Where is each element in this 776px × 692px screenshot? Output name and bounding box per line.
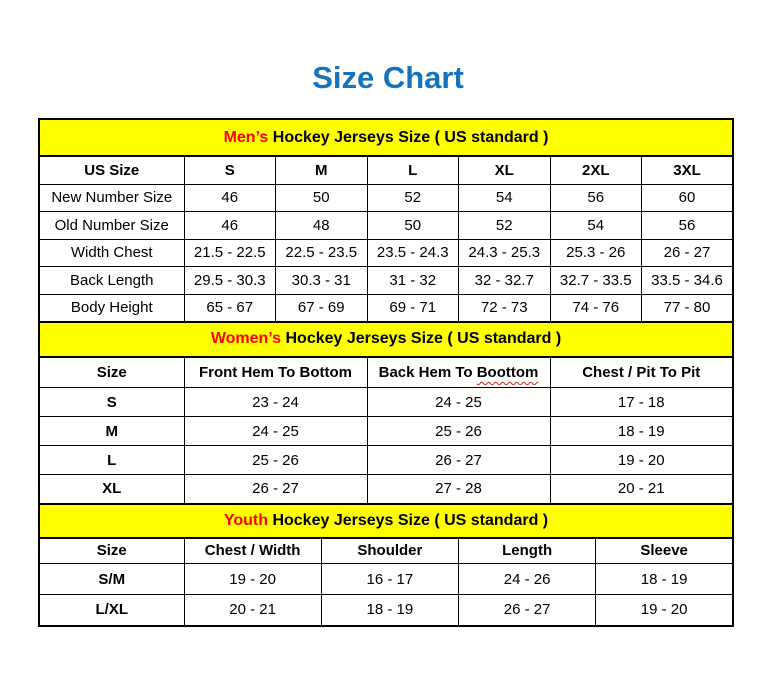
column-header: Chest / Pit To Pit	[550, 357, 733, 388]
table-row	[39, 239, 733, 267]
table-cell: 26 - 27	[367, 446, 550, 475]
row-label: M	[39, 417, 184, 446]
table-row	[39, 267, 733, 295]
table-cell: 27 - 28	[367, 475, 550, 504]
row-label: New Number Size	[39, 184, 184, 212]
column-header: S	[184, 156, 276, 184]
table-cell: 17 - 18	[550, 388, 733, 417]
table-row	[39, 475, 733, 504]
column-header: Size	[39, 538, 184, 564]
mens-banner-highlight: Men’s	[223, 128, 269, 146]
table-row	[39, 417, 733, 446]
table-cell: 46	[184, 212, 276, 240]
row-label: Back Length	[39, 267, 184, 295]
table-cell: 46	[184, 184, 276, 212]
table-row	[39, 294, 733, 322]
womens-header-row	[39, 357, 733, 388]
table-cell: 24 - 25	[184, 417, 367, 446]
table-cell: 26 - 27	[184, 475, 367, 504]
column-header: XL	[459, 156, 551, 184]
column-header: Size	[39, 357, 184, 388]
row-label: L	[39, 446, 184, 475]
table-cell: 50	[276, 184, 368, 212]
column-header: Sleeve	[596, 538, 733, 564]
table-row	[39, 595, 733, 626]
row-label: S/M	[39, 564, 184, 595]
table-cell: 67 - 69	[276, 294, 368, 322]
table-cell: 19 - 20	[596, 595, 733, 626]
mens-banner-row	[39, 119, 733, 156]
table-cell: 16 - 17	[321, 564, 458, 595]
table-cell: 18 - 19	[596, 564, 733, 595]
column-header-text: Back Hem To	[378, 363, 477, 381]
column-header: Length	[459, 538, 596, 564]
table-cell: 18 - 19	[321, 595, 458, 626]
table-cell: 31 - 32	[367, 267, 459, 295]
mens-header-row	[39, 156, 733, 184]
table-cell: 77 - 80	[642, 294, 734, 322]
table-cell: 26 - 27	[642, 239, 734, 267]
youth-banner	[39, 504, 733, 538]
table-cell: 25.3 - 26	[550, 239, 642, 267]
table-row	[39, 212, 733, 240]
mens-size-table	[38, 118, 734, 323]
table-cell: 32.7 - 33.5	[550, 267, 642, 295]
column-header: L	[367, 156, 459, 184]
table-cell: 72 - 73	[459, 294, 551, 322]
table-cell: 24.3 - 25.3	[459, 239, 551, 267]
row-label: Body Height	[39, 294, 184, 322]
column-header: M	[276, 156, 368, 184]
table-row	[39, 388, 733, 417]
table-cell: 18 - 19	[550, 417, 733, 446]
row-label: Width Chest	[39, 239, 184, 267]
table-cell: 56	[550, 184, 642, 212]
table-cell: 52	[367, 184, 459, 212]
page-title: Size Chart	[312, 60, 464, 95]
table-cell: 23.5 - 24.3	[367, 239, 459, 267]
mens-banner	[39, 119, 733, 156]
womens-banner-highlight: Women’s	[210, 330, 282, 347]
youth-header-row	[39, 538, 733, 564]
column-header: US Size	[39, 156, 184, 184]
womens-banner-text: Hockey Jerseys Size ( US standard )	[281, 330, 562, 347]
table-row	[39, 446, 733, 475]
table-cell: 20 - 21	[184, 595, 321, 626]
table-cell: 69 - 71	[367, 294, 459, 322]
mens-banner-text: Hockey Jerseys Size ( US standard )	[268, 128, 549, 146]
youth-size-table	[38, 503, 734, 627]
table-cell: 50	[367, 212, 459, 240]
column-header: Chest / Width	[184, 538, 321, 564]
table-cell: 24 - 26	[459, 564, 596, 595]
column-header: 3XL	[642, 156, 734, 184]
table-cell: 22.5 - 23.5	[276, 239, 368, 267]
table-cell: 65 - 67	[184, 294, 276, 322]
youth-banner-highlight: Youth	[223, 511, 268, 529]
womens-banner	[39, 322, 733, 357]
row-label: L/XL	[39, 595, 184, 626]
table-cell: 20 - 21	[550, 475, 733, 504]
table-cell: 25 - 26	[367, 417, 550, 446]
table-row	[39, 564, 733, 595]
misspelled-word: Boottom	[476, 363, 539, 381]
column-header: Front Hem To Bottom	[184, 357, 367, 388]
row-label: XL	[39, 475, 184, 504]
youth-banner-text: Hockey Jerseys Size ( US standard )	[268, 511, 549, 529]
table-cell: 30.3 - 31	[276, 267, 368, 295]
row-label: Old Number Size	[39, 212, 184, 240]
table-cell: 74 - 76	[550, 294, 642, 322]
table-cell: 19 - 20	[184, 564, 321, 595]
table-cell: 19 - 20	[550, 446, 733, 475]
womens-banner-row	[39, 322, 733, 357]
table-cell: 56	[642, 212, 734, 240]
table-cell: 32 - 32.7	[459, 267, 551, 295]
table-cell: 33.5 - 34.6	[642, 267, 734, 295]
table-cell: 26 - 27	[459, 595, 596, 626]
table-cell: 29.5 - 30.3	[184, 267, 276, 295]
column-header: 2XL	[550, 156, 642, 184]
column-header: Shoulder	[321, 538, 458, 564]
table-cell: 21.5 - 22.5	[184, 239, 276, 267]
table-cell: 48	[276, 212, 368, 240]
table-cell: 24 - 25	[367, 388, 550, 417]
table-cell: 23 - 24	[184, 388, 367, 417]
table-cell: 54	[459, 184, 551, 212]
table-cell: 54	[550, 212, 642, 240]
womens-size-table	[38, 321, 734, 505]
column-header	[367, 357, 550, 388]
youth-banner-row	[39, 504, 733, 538]
table-cell: 52	[459, 212, 551, 240]
row-label: S	[39, 388, 184, 417]
table-cell: 25 - 26	[184, 446, 367, 475]
table-row	[39, 184, 733, 212]
table-cell: 60	[642, 184, 734, 212]
